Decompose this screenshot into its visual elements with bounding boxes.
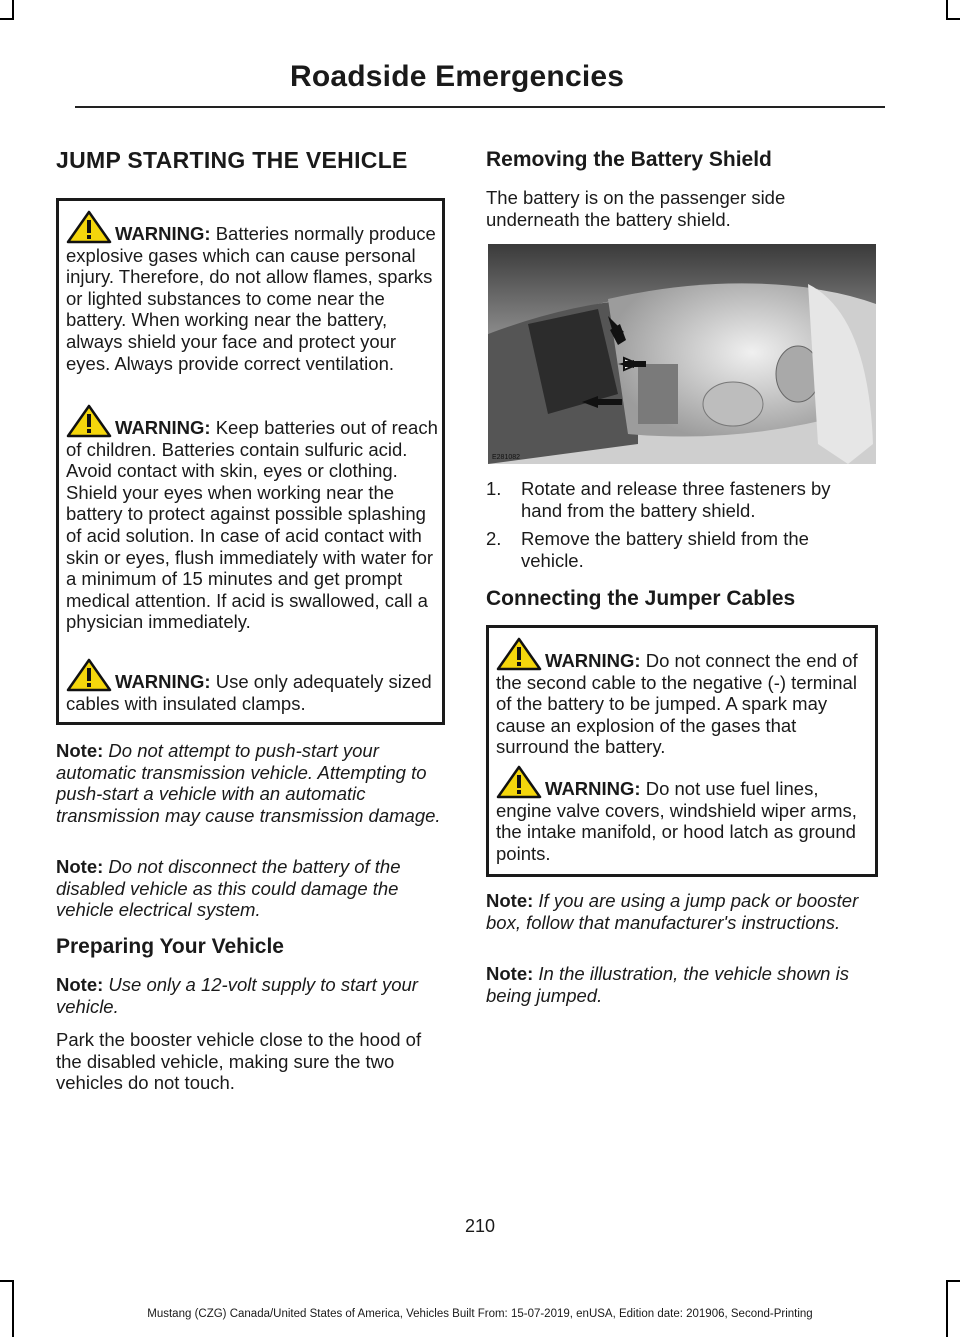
list-item-number: 2.	[486, 528, 502, 549]
crop-mark	[946, 18, 960, 20]
note-text: In the illustration, the vehicle shown is being jumped.	[486, 963, 849, 1006]
engine-bay-photo	[488, 244, 876, 464]
page-number: 210	[464, 1216, 496, 1236]
warning-triangle-icon	[66, 210, 112, 244]
list-item-text: Remove the battery shield from the vehicle.	[521, 528, 809, 571]
warning-text: Do not connect the end of the second cable to the negative (-) terminal of the battery to be jumped. A spark may cause an explosion of the gases that surround the battery.	[496, 650, 858, 758]
warning-triangle-icon	[66, 404, 112, 438]
subheading: Connecting the Jumper Cables	[486, 587, 796, 610]
note-label: Note:	[56, 856, 104, 877]
paragraph: Park the booster vehicle close to the hood of the disabled vehicle, making sure the two vehicles do not touch.	[56, 1029, 422, 1093]
warning-label: WARNING:	[545, 650, 641, 671]
note	[56, 740, 448, 826]
note-text: Use only a 12-volt supply to start your vehicle.	[56, 974, 418, 1017]
warning-text: Do not use fuel lines, engine valve covers, windshield wiper arms, the intake manifold, or hood latch as ground points.	[496, 778, 857, 864]
note-label: Note:	[486, 963, 534, 984]
warning-label: WARNING:	[115, 671, 211, 692]
crop-mark	[12, 0, 14, 18]
note-text: Do not attempt to push-start your automatic transmission vehicle. Attempting to push-start a vehicle with an automatic transmission may cause transmission damage.	[56, 740, 441, 826]
note	[486, 963, 878, 1006]
crop-mark	[946, 0, 948, 18]
header-divider	[75, 106, 885, 108]
note	[56, 974, 448, 1017]
section-heading: Removing the Battery Shield	[486, 148, 772, 171]
warning-item	[66, 404, 438, 633]
warning-item	[496, 637, 871, 758]
subheading: Preparing Your Vehicle	[56, 935, 284, 958]
warning-triangle-icon	[66, 658, 112, 692]
note-label: Note:	[56, 740, 104, 761]
note-text: Do not disconnect the battery of the disabled vehicle as this could damage the vehicle electrical system.	[56, 856, 401, 920]
image-code: E281082	[492, 454, 521, 461]
note	[56, 856, 448, 921]
list-item-number: 1.	[486, 478, 502, 499]
warning-text: Batteries normally produce explosive gases which can cause personal injury. Therefore, do not allow flames, sparks or lighted substances to come near the battery. When working near the battery, always shield your face and protect your eyes. Always provide correct ventilation.	[66, 223, 436, 374]
section-heading: JUMP STARTING THE VEHICLE	[56, 147, 408, 173]
paragraph: The battery is on the passenger side underneath the battery shield.	[486, 187, 786, 230]
warning-text: Use only adequately sized cables with insulated clamps.	[66, 671, 432, 714]
list-item	[486, 478, 878, 522]
warning-item	[496, 765, 871, 864]
warning-triangle-icon	[496, 765, 542, 799]
note-text: If you are using a jump pack or booster box, follow that manufacturer's instructions.	[486, 890, 859, 933]
list-item-text: Rotate and release three fasteners by hand from the battery shield.	[521, 478, 831, 521]
warning-item	[66, 658, 438, 714]
warning-text: Keep batteries out of reach of children. Batteries contain sulfuric acid. Avoid contact with skin, eyes or clothing. Shield your eyes when working near the battery to protect against possible splashing of acid solution. In case of acid contact with skin or eyes, flush immediately with water for a minimum of 15 minutes and get prompt medical attention. If acid is swallowed, call a physician immediately.	[66, 417, 438, 633]
warning-triangle-icon	[496, 637, 542, 671]
note	[486, 890, 878, 933]
warning-label: WARNING:	[545, 778, 641, 799]
note-label: Note:	[56, 974, 104, 995]
note-label: Note:	[486, 890, 534, 911]
crop-mark	[946, 1280, 960, 1282]
warning-label: WARNING:	[115, 417, 211, 438]
page-header-title: Roadside Emergencies	[290, 60, 625, 93]
crop-mark	[0, 1280, 14, 1282]
footer-text: Mustang (CZG) Canada/United States of America, Vehicles Built From: 15-07-2019, enUSA, Edition date: 201906, Second-Printing	[147, 1308, 813, 1320]
engine-bay-illustration	[488, 244, 876, 464]
crop-mark	[0, 18, 14, 20]
warning-label: WARNING:	[115, 223, 211, 244]
warning-item	[66, 210, 438, 374]
list-item	[486, 528, 878, 572]
